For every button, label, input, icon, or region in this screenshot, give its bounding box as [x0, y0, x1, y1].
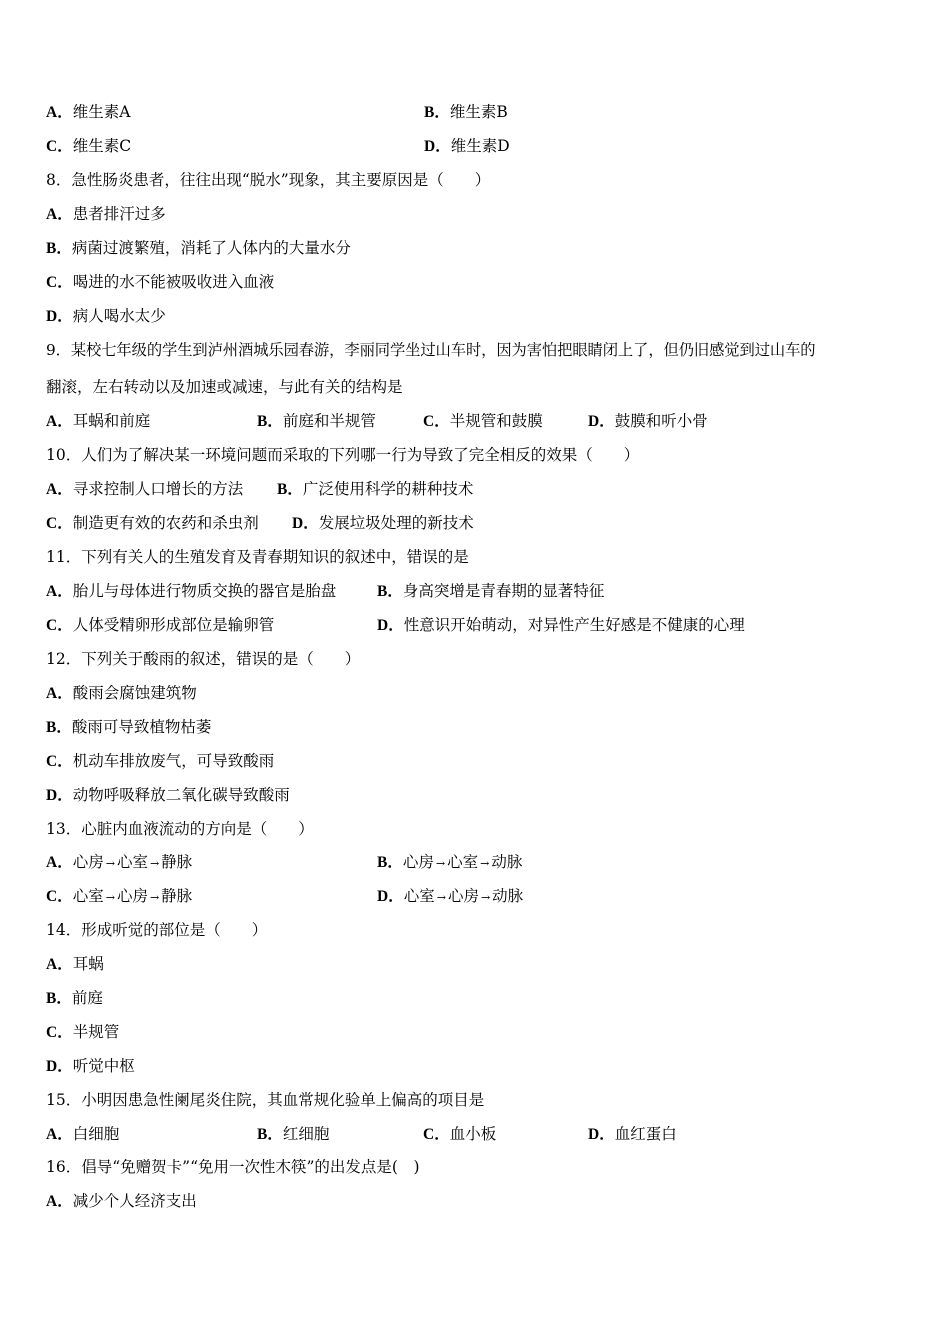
option-label: D． — [46, 1058, 73, 1075]
option-label: A． — [46, 583, 73, 600]
option-text: 维生素A — [72, 103, 131, 121]
option-text: 前庭 — [71, 989, 103, 1007]
option-text: 身高突增是青春期的显著特征 — [402, 582, 605, 600]
option-label: D． — [377, 888, 404, 905]
option-text: 胎儿与母体进行物质交换的器官是胎盘 — [72, 582, 337, 600]
q9-stem-line-1: 9．某校七年级的学生到泸州酒城乐园春游，李丽同学坐过山车时，因为害怕把眼睛闭上了，但仍旧感觉到过山车的 — [46, 341, 816, 359]
option-label: B． — [257, 1126, 283, 1143]
q14-option-a — [46, 954, 104, 975]
option-label: B． — [377, 854, 403, 871]
option-part: 静脉 — [161, 853, 193, 871]
q12-stem: 12．下列关于酸雨的叙述，错误的是（ ） — [46, 650, 361, 668]
q12-option-a — [46, 683, 197, 704]
option-text: 人体受精卵形成部位是输卵管 — [72, 616, 275, 634]
option-text: 鼓膜和听小骨 — [614, 412, 708, 430]
option-label: D． — [424, 138, 451, 155]
option-label: B． — [46, 990, 72, 1007]
option-label: C． — [46, 274, 73, 291]
option-text: 发展垃圾处理的新技术 — [318, 514, 474, 532]
q14-option-b — [46, 988, 103, 1009]
option-part: 心房 — [72, 853, 104, 871]
q12-option-c — [46, 751, 274, 772]
option-text: 血红蛋白 — [614, 1125, 677, 1143]
arrow-icon: → — [435, 857, 446, 870]
option-part: 静脉 — [161, 887, 193, 905]
q8-option-c — [46, 272, 274, 293]
q16-stem: 16．倡导“免赠贺卡”“免用一次性木筷”的出发点是( ) — [46, 1158, 420, 1176]
option-part: 动脉 — [491, 853, 523, 871]
q11-option-row-2 — [46, 615, 745, 636]
option-label: D． — [46, 787, 73, 804]
q10-option-row-1 — [46, 479, 474, 500]
option-label: D． — [292, 515, 319, 532]
option-text: 维生素B — [449, 103, 508, 121]
option-label: C． — [46, 617, 73, 634]
option-label: A． — [46, 206, 73, 223]
option-text: 维生素D — [450, 137, 510, 155]
option-text: 维生素C — [72, 137, 132, 155]
option-label: D． — [377, 617, 404, 634]
option-part: 动脉 — [492, 887, 524, 905]
q13-option-row-2 — [46, 886, 524, 908]
option-label: B． — [377, 583, 403, 600]
option-part: 心房 — [402, 853, 434, 871]
q9-stem-line-2: 翻滚，左右转动以及加速或减速，与此有关的结构是 — [46, 378, 403, 396]
q14-option-c — [46, 1022, 119, 1043]
q13-stem: 13．心脏内血液流动的方向是（ ） — [46, 820, 314, 838]
option-label: C． — [46, 138, 73, 155]
option-label: A． — [46, 481, 73, 498]
option-text: 病菌过渡繁殖，消耗了人体内的大量水分 — [71, 239, 351, 257]
q7-option-row-1 — [46, 102, 508, 123]
option-text: 血小板 — [449, 1125, 497, 1143]
option-part: 心室 — [447, 853, 479, 871]
option-label: C． — [423, 413, 450, 430]
option-text: 红细胞 — [282, 1125, 330, 1143]
option-text: 制造更有效的农药和杀虫剂 — [72, 514, 259, 532]
option-label: A． — [46, 685, 73, 702]
option-text: 半规管 — [72, 1023, 120, 1041]
option-text: 动物呼吸释放二氧化碳导致酸雨 — [72, 786, 290, 804]
option-text: 酸雨可导致植物枯萎 — [71, 718, 212, 736]
option-label: A． — [46, 104, 73, 121]
q11-option-row-1 — [46, 581, 605, 602]
arrow-icon: → — [149, 857, 160, 870]
q8-option-a — [46, 204, 166, 225]
option-label: B． — [46, 240, 72, 257]
option-label: B． — [424, 104, 450, 121]
q11-stem: 11．下列有关人的生殖发育及青春期知识的叙述中，错误的是 — [46, 548, 469, 566]
option-label: A． — [46, 1193, 73, 1210]
option-text: 性意识开始萌动，对异性产生好感是不健康的心理 — [403, 616, 745, 634]
option-label: B． — [257, 413, 283, 430]
option-label: C． — [46, 515, 73, 532]
option-label: C． — [46, 1024, 73, 1041]
q13-option-row-1 — [46, 852, 523, 874]
q8-stem: 8．急性肠炎患者，往往出现“脱水”现象，其主要原因是（ ） — [46, 171, 491, 189]
option-text: 寻求控制人口增长的方法 — [72, 480, 244, 498]
option-label: A． — [46, 854, 73, 871]
option-text: 病人喝水太少 — [72, 307, 166, 325]
option-label: D． — [588, 413, 615, 430]
q14-stem: 14．形成听觉的部位是（ ） — [46, 921, 268, 939]
option-text: 半规管和鼓膜 — [449, 412, 543, 430]
option-label: D． — [588, 1126, 615, 1143]
arrow-icon: → — [105, 857, 115, 870]
arrow-icon: → — [480, 891, 491, 904]
option-part: 心房 — [447, 887, 479, 905]
option-text: 机动车排放废气，可导致酸雨 — [72, 752, 275, 770]
q16-option-a — [46, 1191, 197, 1212]
arrow-icon: → — [436, 891, 446, 904]
option-text: 酸雨会腐蚀建筑物 — [72, 684, 197, 702]
option-text: 患者排汗过多 — [72, 205, 166, 223]
arrow-icon: → — [480, 857, 490, 870]
option-label: C． — [423, 1126, 450, 1143]
q8-option-b — [46, 238, 351, 259]
option-part: 心室 — [72, 887, 104, 905]
q10-stem: 10．人们为了解决某一环境问题而采取的下列哪一行为导致了完全相反的效果（ ） — [46, 446, 640, 464]
option-label: A． — [46, 956, 73, 973]
arrow-icon: → — [149, 891, 160, 904]
option-label: D． — [46, 308, 73, 325]
q9-options — [46, 411, 708, 432]
q14-option-d — [46, 1056, 135, 1077]
option-text: 减少个人经济支出 — [72, 1192, 197, 1210]
option-text: 前庭和半规管 — [282, 412, 376, 430]
option-label: C． — [46, 888, 73, 905]
arrow-icon: → — [105, 891, 115, 904]
option-label: A． — [46, 413, 73, 430]
q12-option-d — [46, 785, 290, 806]
q15-options — [46, 1124, 677, 1145]
option-label: B． — [277, 481, 303, 498]
option-text: 听觉中枢 — [72, 1057, 135, 1075]
option-text: 广泛使用科学的耕种技术 — [302, 480, 474, 498]
q12-option-b — [46, 717, 211, 738]
option-part: 心房 — [116, 887, 148, 905]
option-label: B． — [46, 719, 72, 736]
option-label: A． — [46, 1126, 73, 1143]
option-part: 心室 — [116, 853, 148, 871]
option-part: 心室 — [403, 887, 435, 905]
q10-option-row-2 — [46, 513, 474, 534]
option-text: 白细胞 — [72, 1125, 120, 1143]
q15-stem: 15．小明因患急性阑尾炎住院，其血常规化验单上偏高的项目是 — [46, 1091, 485, 1109]
option-text: 耳蜗和前庭 — [72, 412, 151, 430]
option-text: 耳蜗 — [72, 955, 104, 973]
option-label: C． — [46, 753, 73, 770]
option-text: 喝进的水不能被吸收进入血液 — [72, 273, 275, 291]
q7-option-row-2 — [46, 136, 510, 157]
q8-option-d — [46, 306, 166, 327]
